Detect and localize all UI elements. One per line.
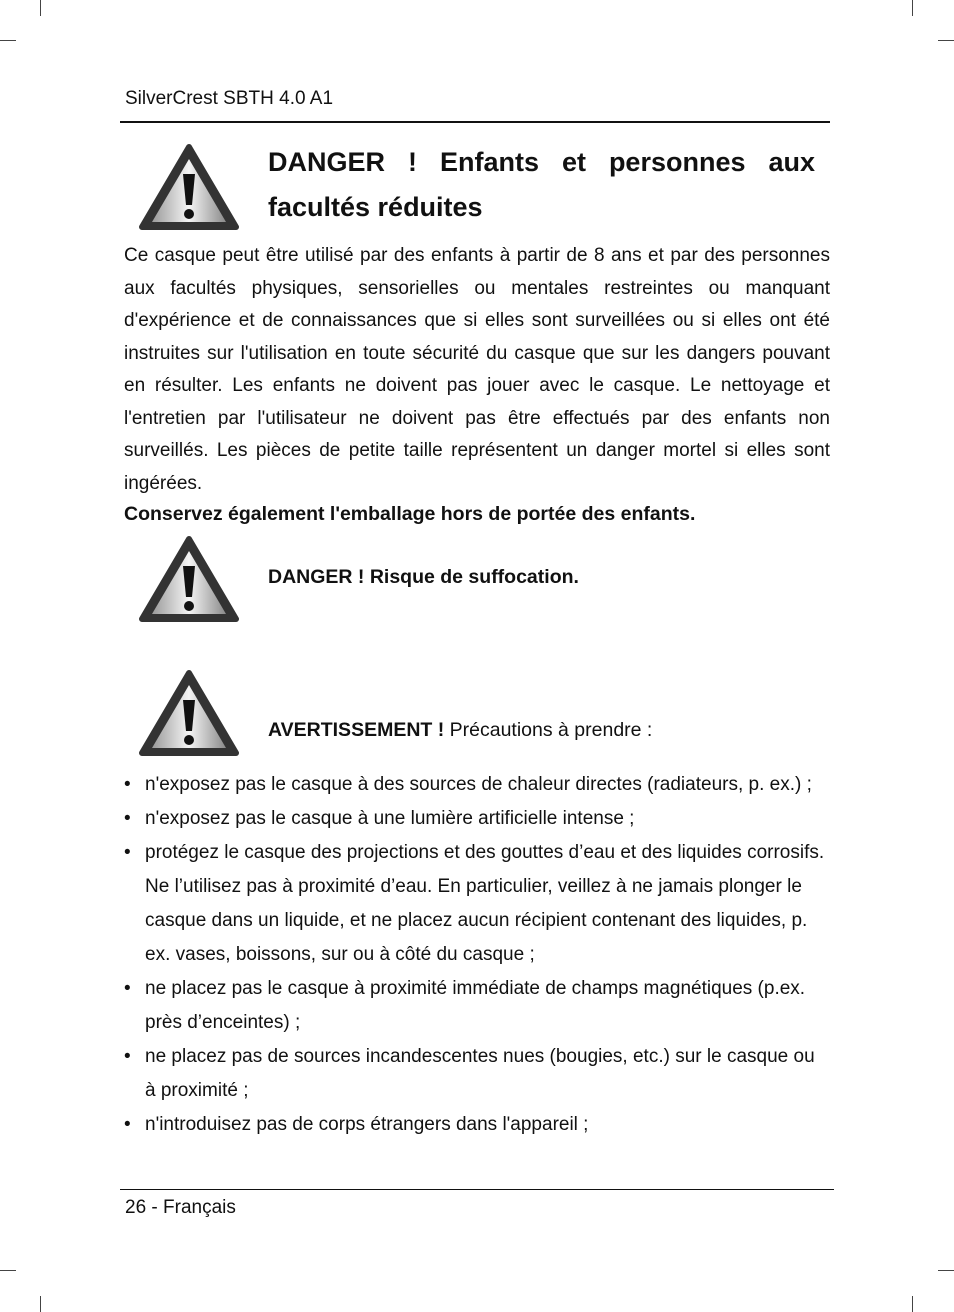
warning-label: AVERTISSEMENT !	[268, 719, 445, 741]
footer-divider	[120, 1189, 834, 1190]
warning-triangle-icon	[139, 669, 239, 757]
page-number: 26 - Français	[125, 1197, 236, 1218]
crop-mark	[40, 1296, 41, 1312]
crop-mark	[912, 0, 913, 16]
crop-mark	[40, 0, 41, 16]
crop-mark	[938, 40, 954, 41]
warning-triangle-icon	[139, 535, 239, 623]
crop-mark	[0, 40, 16, 41]
header-divider	[120, 121, 830, 123]
page-header-title: SilverCrest SBTH 4.0 A1	[125, 88, 334, 109]
precautions-list	[124, 768, 830, 1142]
suffocation-heading: DANGER ! Risque de suffocation.	[268, 566, 579, 588]
list-item: • n'introduisez pas de corps étrangers dans l'appareil ;	[124, 1108, 830, 1142]
crop-mark	[0, 1270, 16, 1271]
list-item: • protégez le casque des projections et des gouttes d’eau et des liquides corrosifs. Ne l’utilisez pas à proximité d’eau. En particulier, veillez à ne jamais plonger le casque dans un liquide, et ne placez aucun récipient contenant des liquides, p. ex. vases, boissons, sur ou à côté du casque ;	[124, 836, 830, 972]
list-item: • n'exposez pas le casque à des sources de chaleur directes (radiateurs, p. ex.) ;	[124, 768, 830, 802]
danger-children-body: Ce casque peut être utilisé par des enfants à partir de 8 ans et par des personnes aux facultés physiques, sensorielles ou mentales restreintes ou manquant d'expérience et de connaissances que si elles sont surveillées ou si elles ont été instruites sur l'utilisation en toute sécurité du casque que sur les dangers pouvant en résulter. Les enfants ne doivent pas jouer avec le casque. Le nettoyage et l'entretien par l'utilisateur ne doivent pas être effectués par des enfants non surveillés. Les pièces de petite taille représentent un danger mortel si elles sont ingérées.	[124, 245, 830, 494]
warning-heading	[268, 719, 652, 742]
warning-text: Précautions à prendre :	[444, 719, 653, 741]
packaging-warning: Conservez également l'emballage hors de portée des enfants.	[124, 503, 696, 525]
warning-triangle-icon	[139, 143, 239, 231]
danger-children-heading: DANGER ! Enfants et personnes aux facultés réduites	[268, 147, 815, 222]
list-item: • n'exposez pas le casque à une lumière artificielle intense ;	[124, 802, 830, 836]
list-item: • ne placez pas de sources incandescentes nues (bougies, etc.) sur le casque ou à proximité ;	[124, 1040, 830, 1108]
crop-mark	[938, 1270, 954, 1271]
list-item: • ne placez pas le casque à proximité immédiate de champs magnétiques (p.ex. près d’enceintes) ;	[124, 972, 830, 1040]
crop-mark	[912, 1296, 913, 1312]
